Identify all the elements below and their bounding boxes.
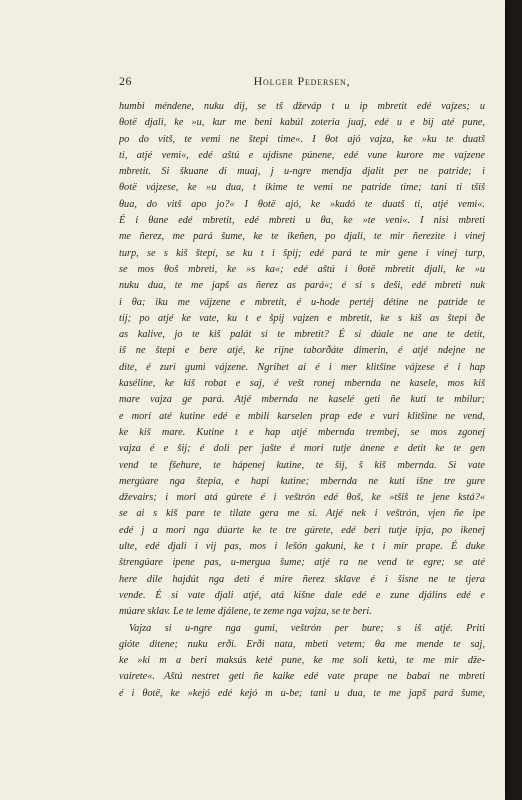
text-line: gióte ditene; nuku erði. Erði nata, mbeti vetem; θa me mende te saj, xyxy=(119,638,485,650)
text-line: as kalive, jo te kiš palát si te mbretit? É si dúale ne ane te detit, xyxy=(119,329,485,341)
text-line: É i θane edé mbretit, edé mbreti u θa, ke »te veni«. I nisi mbreti xyxy=(119,215,485,227)
text-line: dževairs; i mori atá gúrete é i veštrón edé θoš, ke »tšiš te jene kstá?« xyxy=(119,492,485,504)
body-text xyxy=(119,99,485,702)
page-number: 26 xyxy=(119,74,132,88)
text-line: e mori até kutine edé e mbili karselen prap ede e vuri klitšine ne vend, xyxy=(119,410,485,422)
text-line: múare sklav. Le te leme djálene, te zeme nga vajza, se te beri. xyxy=(119,606,372,618)
text-line: vend te fšehure, te hápenej kutine, te šij, š kiš mbernda. Si vate xyxy=(119,459,485,471)
text-line: iš ne štepi e bere atjé, ke rijne taborðáte dimerin, é atjé ndejne ne xyxy=(119,345,485,357)
text-line: mare vajza ge pará. Atjé mbernda ne kaselé geti ñe kuti te mbilur; xyxy=(119,394,485,406)
text-line: tij; po atjé ke vate, ku t e špij vajzen e mbretit, ke s kiš as štepi ðe xyxy=(119,312,485,324)
text-line: edé j a mori nga dúarte ke te tre gúrete, edé beri tutje ipja, po ikenej xyxy=(119,524,485,536)
running-head xyxy=(119,74,485,90)
text-line: mbretit. Si škuane di muaj, j u-ngre mendja djalit per ne patride; i xyxy=(119,166,485,178)
text-line: kaséline, ke kiš robat e saj, é vešt ronej mbernda ne kasele, mos kiš xyxy=(119,378,485,390)
text-line: turp, se s kiš štepí, se ku t i špij; edé pará te mir gene i vinej turp, xyxy=(119,247,485,259)
text-line: ke »ki m a beri maksús keté pune, ke me soli ketú, te me mir dže- xyxy=(119,655,485,667)
text-line: me ñerez, me pará šume, ke te ikeñen, po djali, te mir ñerezite i vinej xyxy=(119,231,485,243)
text-line: é i θotë, ke »kejó edé kejó m u-be; tani u dua, te me japš pará šume, xyxy=(119,687,485,699)
text-line: ulte, edé djali i vij pas, mos i lešón gakuni, ke t i mir prape. É duke xyxy=(119,541,485,553)
text-line: ke kiš mare. Kutine t e hap atjé mbernda trembej, se mos zgonej xyxy=(119,426,485,438)
text-line: θua, do vitš apo jo?« I θotë ajó, ke »kudó te duatš ti, atjé vemi«. xyxy=(119,198,485,210)
text-line: humbi méndene, nuku dij, se tš dževáp t u ip mbretit edé vajzes; u xyxy=(119,101,485,112)
text-line: vairete«. Aštú nestret geti ñe kaike edé vate prape ne babai ne mbreti xyxy=(119,671,485,683)
text-line: štrengúare ipene pas, u-mergua šume; atjé ra ne vend te egre; se até xyxy=(119,557,485,569)
text-line: se mos θoš mbreti, ke »s ka«; edé aštú i θotë mbretit djali, ke »u xyxy=(119,263,485,275)
text-line: nuku dua, te me japš as ñerez as pará«; é si s deši, edé mbreti nuk xyxy=(119,280,485,292)
text-line: ti, atjé vemi«, edé aštú e ujdisne púnene, edé vune kurore me vajzene xyxy=(119,149,485,161)
text-line: po do vitš, te vemi ne štepi time«. I θot ajó vajza, ke »ku te duatš xyxy=(119,133,485,145)
text-line: dite, é zuri gumi vájzene. Ngrihet ai é i mer klitšine vájzese é i hap xyxy=(119,361,485,373)
text-line: vajza é e šij; é doli per jašte é mori tutje ánene e detit ke te gen xyxy=(119,443,485,455)
text-line: mergúare nga štepia, e hapi kutine; mbernda ne kuti išne tre gure xyxy=(119,475,485,487)
text-line: Vajza si u-ngre nga gumi, veštrón per bure; s iš atjé. Priti xyxy=(129,622,485,634)
running-title: Holger Pedersen, xyxy=(253,74,351,88)
text-line: here dile hajdút nga deti é mire ñerez sklave é i šisne ne te tjera xyxy=(119,573,485,585)
text-line: vende. É si vate djali atjé, atá kišne dale edé e zune djálins edé e xyxy=(119,589,485,601)
text-line: i θa; iku me vájzene e mbretit, é u-hode pertéj détine ne patride te xyxy=(119,296,485,308)
text-line: se ai s kiš pare te tilate gera me si. Atjé nek i veštrón, vjen ñe ipe xyxy=(119,508,485,520)
text-line: θotë vájzese, ke »u dua, t ikime te vemi ne patride time; tani ti tšiš xyxy=(119,182,485,194)
text-line: θotë djali, ke »u, kur me beni kabúl zoteria juaj, edé u e bij até pune, xyxy=(119,117,485,129)
